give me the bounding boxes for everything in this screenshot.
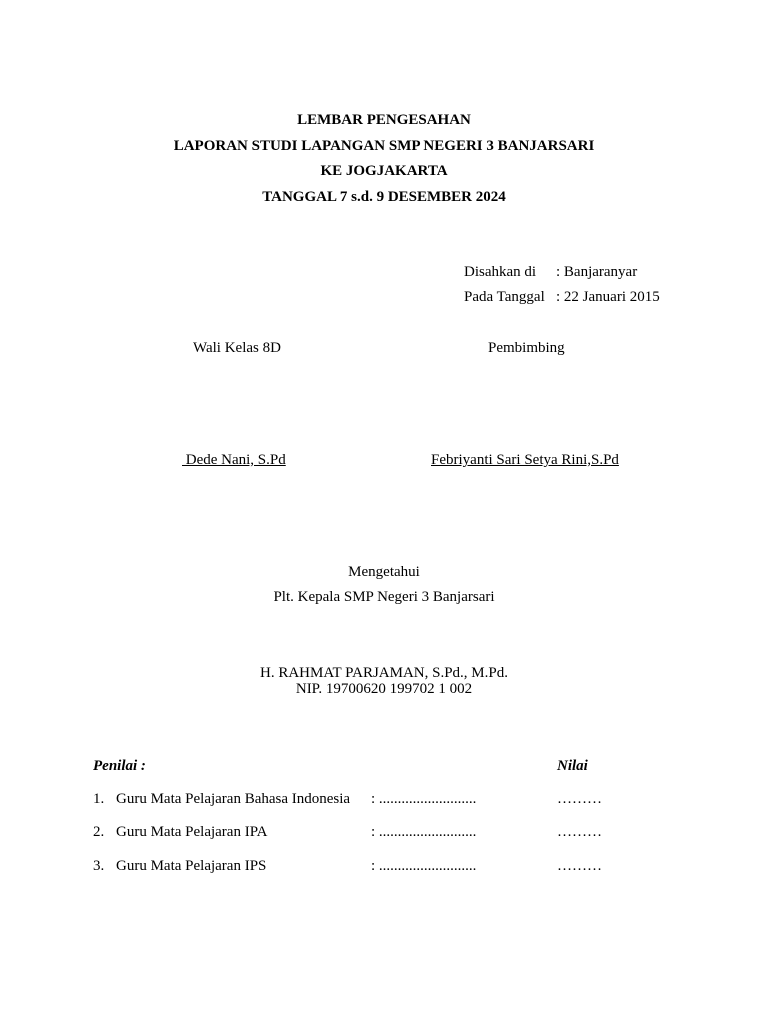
penilai-label: Penilai : bbox=[93, 758, 146, 774]
row-score-field: ……… bbox=[557, 824, 602, 840]
acknowledge-label: Mengetahui bbox=[348, 564, 420, 580]
title-line-1: LEMBAR PENGESAHAN bbox=[297, 112, 471, 128]
acknowledge-name: H. RAHMAT PARJAMAN, S.Pd., M.Pd. bbox=[260, 665, 508, 681]
approval-place-label: Disahkan di bbox=[464, 264, 537, 280]
right-signatory-name: Febriyanti Sari Setya Rini,S.Pd bbox=[431, 452, 619, 468]
row-subject: Guru Mata Pelajaran IPS bbox=[116, 858, 267, 874]
row-sign-field: : .......................... bbox=[371, 791, 477, 807]
title-line-4: TANGGAL 7 s.d. 9 DESEMBER 2024 bbox=[262, 189, 506, 205]
right-signatory-role: Pembimbing bbox=[488, 340, 565, 356]
row-number: 1. bbox=[93, 791, 105, 807]
row-number: 2. bbox=[93, 824, 105, 840]
row-subject: Guru Mata Pelajaran IPA bbox=[116, 824, 268, 840]
acknowledge-nip: NIP. 19700620 199702 1 002 bbox=[295, 681, 473, 697]
row-sign-field: : .......................... bbox=[371, 858, 477, 874]
row-sign-field: : .......................... bbox=[371, 824, 477, 840]
left-signatory-role: Wali Kelas 8D bbox=[193, 340, 281, 356]
row-number: 3. bbox=[93, 858, 105, 874]
title-line-3: KE JOGJAKARTA bbox=[320, 163, 448, 179]
row-score-field: ……… bbox=[557, 858, 602, 874]
approval-date-label: Pada Tanggal bbox=[464, 289, 545, 305]
approval-date-value: : 22 Januari 2015 bbox=[556, 289, 660, 305]
approval-place-value: : Banjaranyar bbox=[556, 264, 638, 280]
nilai-label: Nilai bbox=[557, 758, 588, 774]
row-subject: Guru Mata Pelajaran Bahasa Indonesia bbox=[116, 791, 351, 807]
left-signatory-name: Dede Nani, S.Pd bbox=[182, 452, 286, 468]
acknowledge-position: Plt. Kepala SMP Negeri 3 Banjarsari bbox=[273, 589, 495, 605]
title-line-2: LAPORAN STUDI LAPANGAN SMP NEGERI 3 BANJARSARI bbox=[173, 138, 595, 154]
row-score-field: ……… bbox=[557, 791, 602, 807]
